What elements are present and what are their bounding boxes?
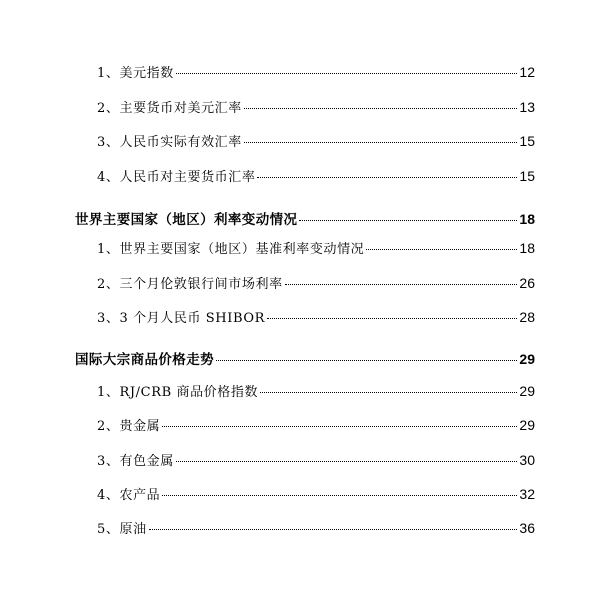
toc-entry-shibor[interactable] <box>97 307 535 326</box>
toc-section-page: 29 <box>519 351 535 367</box>
toc-entry-label: 2、主要货币对美元汇率 <box>97 101 242 116</box>
dot-leader <box>162 495 517 496</box>
toc-entry-page: 12 <box>519 64 535 80</box>
toc-entry-label: 5、原油 <box>97 522 147 537</box>
toc-entry-rj-crb-index[interactable] <box>97 381 535 400</box>
toc-entry-label: 4、人民币对主要货币汇率 <box>97 170 256 185</box>
toc-section-label: 国际大宗商品价格走势 <box>75 352 214 368</box>
toc-entry-page: 36 <box>519 520 535 536</box>
toc-entry-nonferrous-metals[interactable] <box>97 450 535 469</box>
toc-entry-label: 2、贵金属 <box>97 419 161 434</box>
dot-leader <box>285 284 518 285</box>
toc-section-interest-rates[interactable] <box>75 208 535 228</box>
dot-leader <box>149 529 518 530</box>
dot-leader <box>260 392 517 393</box>
toc-entry-label: 3、有色金属 <box>97 454 174 469</box>
toc-entry-page: 13 <box>519 99 535 115</box>
dot-leader <box>267 318 517 319</box>
dot-leader <box>244 142 518 143</box>
toc-entry-usd-index[interactable] <box>97 62 535 81</box>
dot-leader <box>244 108 518 109</box>
toc-entry-page: 32 <box>519 486 535 502</box>
toc-entry-label: 3、人民币实际有效汇率 <box>97 135 242 150</box>
dot-leader <box>176 461 518 462</box>
toc-entry-label: 1、美元指数 <box>97 66 174 81</box>
toc-entry-page: 15 <box>519 168 535 184</box>
toc-entry-agricultural-products[interactable] <box>97 484 535 503</box>
toc-entry-major-currencies-vs-usd[interactable] <box>97 97 535 116</box>
toc-entry-page: 28 <box>519 309 535 325</box>
toc-entry-benchmark-rates[interactable] <box>97 238 535 257</box>
toc-entry-page: 30 <box>519 452 535 468</box>
toc-entry-crude-oil[interactable] <box>97 518 535 537</box>
toc-entry-page: 29 <box>519 417 535 433</box>
dot-leader <box>299 220 517 221</box>
dot-leader <box>257 177 517 178</box>
toc-entry-page: 26 <box>519 275 535 291</box>
toc-entry-label: 1、RJ/CRB 商品价格指数 <box>97 385 259 400</box>
toc-section-page: 18 <box>519 211 535 227</box>
toc-entry-libor[interactable] <box>97 273 535 292</box>
toc-entry-page: 15 <box>519 133 535 149</box>
toc-section-commodities[interactable] <box>75 348 535 368</box>
dot-leader <box>216 360 517 361</box>
toc-entry-label: 2、三个月伦敦银行间市场利率 <box>97 277 283 292</box>
toc-entry-label: 3、3 个月人民币 SHIBOR <box>97 311 266 326</box>
toc-entry-rmb-vs-major-currencies[interactable] <box>97 166 535 185</box>
toc-section-label: 世界主要国家（地区）利率变动情况 <box>75 212 298 228</box>
toc-entry-page: 18 <box>519 240 535 256</box>
toc-entry-rmb-real-effective-rate[interactable] <box>97 131 535 150</box>
dot-leader <box>176 73 518 74</box>
toc-entry-label: 1、世界主要国家（地区）基准利率变动情况 <box>97 242 365 257</box>
toc-entry-label: 4、农产品 <box>97 488 161 503</box>
dot-leader <box>366 249 517 250</box>
dot-leader <box>162 426 517 427</box>
toc-entry-page: 29 <box>519 383 535 399</box>
toc-entry-precious-metals[interactable] <box>97 415 535 434</box>
